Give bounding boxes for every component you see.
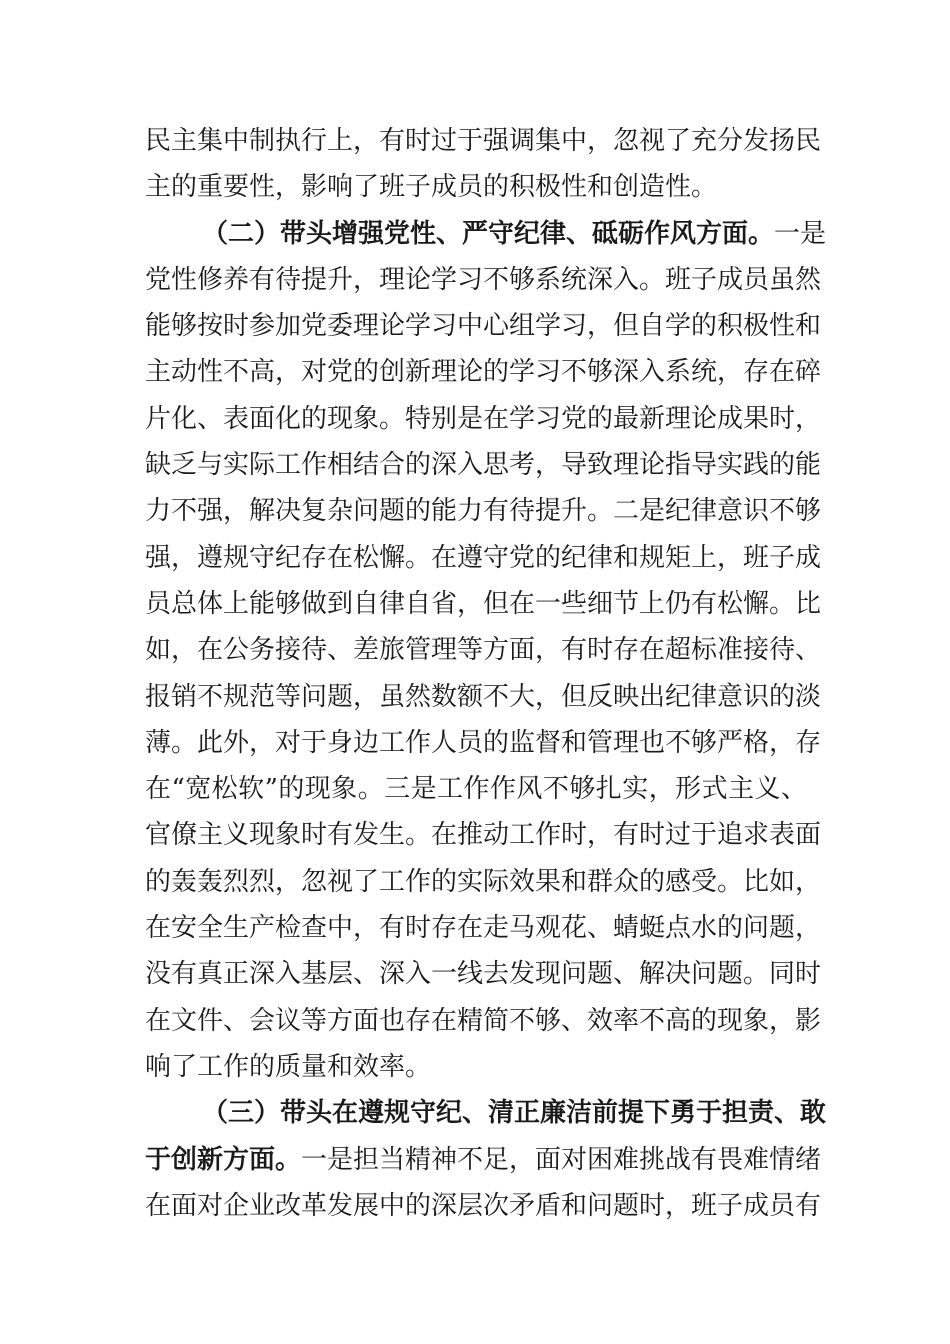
text-line <box>145 1183 822 1229</box>
text-line <box>145 535 822 581</box>
line-text: 主的重要性，影响了班子成员的积极性和创造性。 <box>145 172 718 203</box>
section-heading: 于创新方面。 <box>145 1144 302 1175</box>
line-text: 在安全生产检查中，有时存在走马观花、蜻蜓点水的问题， <box>145 913 822 944</box>
line-text: 片化、表面化的现象。特别是在学习党的最新理论成果时， <box>145 403 822 434</box>
text-line <box>145 488 822 534</box>
line-text: 在文件、会议等方面也存在精简不够、效率不高的现象，影 <box>145 1005 822 1036</box>
text-line <box>145 951 822 997</box>
section-heading: （三）带头在遵规守纪、清正廉洁前提下勇于担责、敢 <box>202 1098 827 1129</box>
line-text: 一是 <box>774 218 827 249</box>
text-line <box>145 442 822 488</box>
line-text: 在面对企业改革发展中的深层次矛盾和问题时，班子成员有 <box>145 1190 822 1221</box>
line-text: 在“宽松软”的现象。三是工作作风不够扎实，形式主义、 <box>145 774 807 805</box>
section-heading-line <box>145 1090 827 1136</box>
line-text: 一是担当精神不足，面对困难挑战有畏难情绪 <box>301 1144 822 1175</box>
line-text: 如，在公务接待、差旅管理等方面，有时存在超标准接待、 <box>145 635 822 666</box>
line-text: 的轰轰烈烈，忽视了工作的实际效果和群众的感受。比如， <box>145 866 822 897</box>
text-line <box>145 998 822 1044</box>
text-line <box>145 720 822 766</box>
document-body <box>145 118 827 1229</box>
line-text: 力不强，解决复杂问题的能力有待提升。二是纪律意识不够 <box>145 496 822 527</box>
line-text: 官僚主义现象时有发生。在推动工作时，有时过于追求表面 <box>145 820 822 851</box>
section-heading-line <box>145 1137 822 1183</box>
text-line <box>145 1044 807 1090</box>
line-text: 党性修养有待提升，理论学习不够系统深入。班子成员虽然 <box>145 264 822 295</box>
text-line <box>145 627 822 673</box>
line-text: 能够按时参加党委理论学习中心组学习，但自学的积极性和 <box>145 311 822 342</box>
text-line <box>145 812 822 858</box>
text-line <box>145 581 822 627</box>
line-text: 民主集中制执行上，有时过于强调集中，忽视了充分发扬民 <box>145 126 822 156</box>
line-text: 报销不规范等问题，虽然数额不大，但反映出纪律意识的淡 <box>145 681 822 712</box>
text-line <box>145 257 822 303</box>
text-line <box>145 303 822 349</box>
text-line <box>145 766 807 812</box>
line-text: 强，遵规守纪存在松懈。在遵守党的纪律和规矩上，班子成 <box>145 542 822 573</box>
line-text: 没有真正深入基层、深入一线去发现问题、解决问题。同时 <box>145 959 822 990</box>
section-heading: （二）带头增强党性、严守纪律、砥砺作风方面。 <box>202 218 775 249</box>
section-heading-line <box>145 211 827 257</box>
text-line <box>145 118 822 164</box>
line-text: 薄。此外，对于身边工作人员的监督和管理也不够严格，存 <box>145 727 822 758</box>
line-text: 员总体上能够做到自律自省，但在一些细节上仍有松懈。比 <box>145 588 822 619</box>
line-text: 响了工作的质量和效率。 <box>145 1051 432 1082</box>
text-line <box>145 859 822 905</box>
text-line <box>145 164 807 210</box>
text-line <box>145 349 822 395</box>
line-text: 缺乏与实际工作相结合的深入思考，导致理论指导实践的能 <box>145 450 822 481</box>
text-line <box>145 674 822 720</box>
text-line <box>145 396 822 442</box>
text-line <box>145 905 822 951</box>
line-text: 主动性不高，对党的创新理论的学习不够深入系统，存在碎 <box>145 357 822 388</box>
